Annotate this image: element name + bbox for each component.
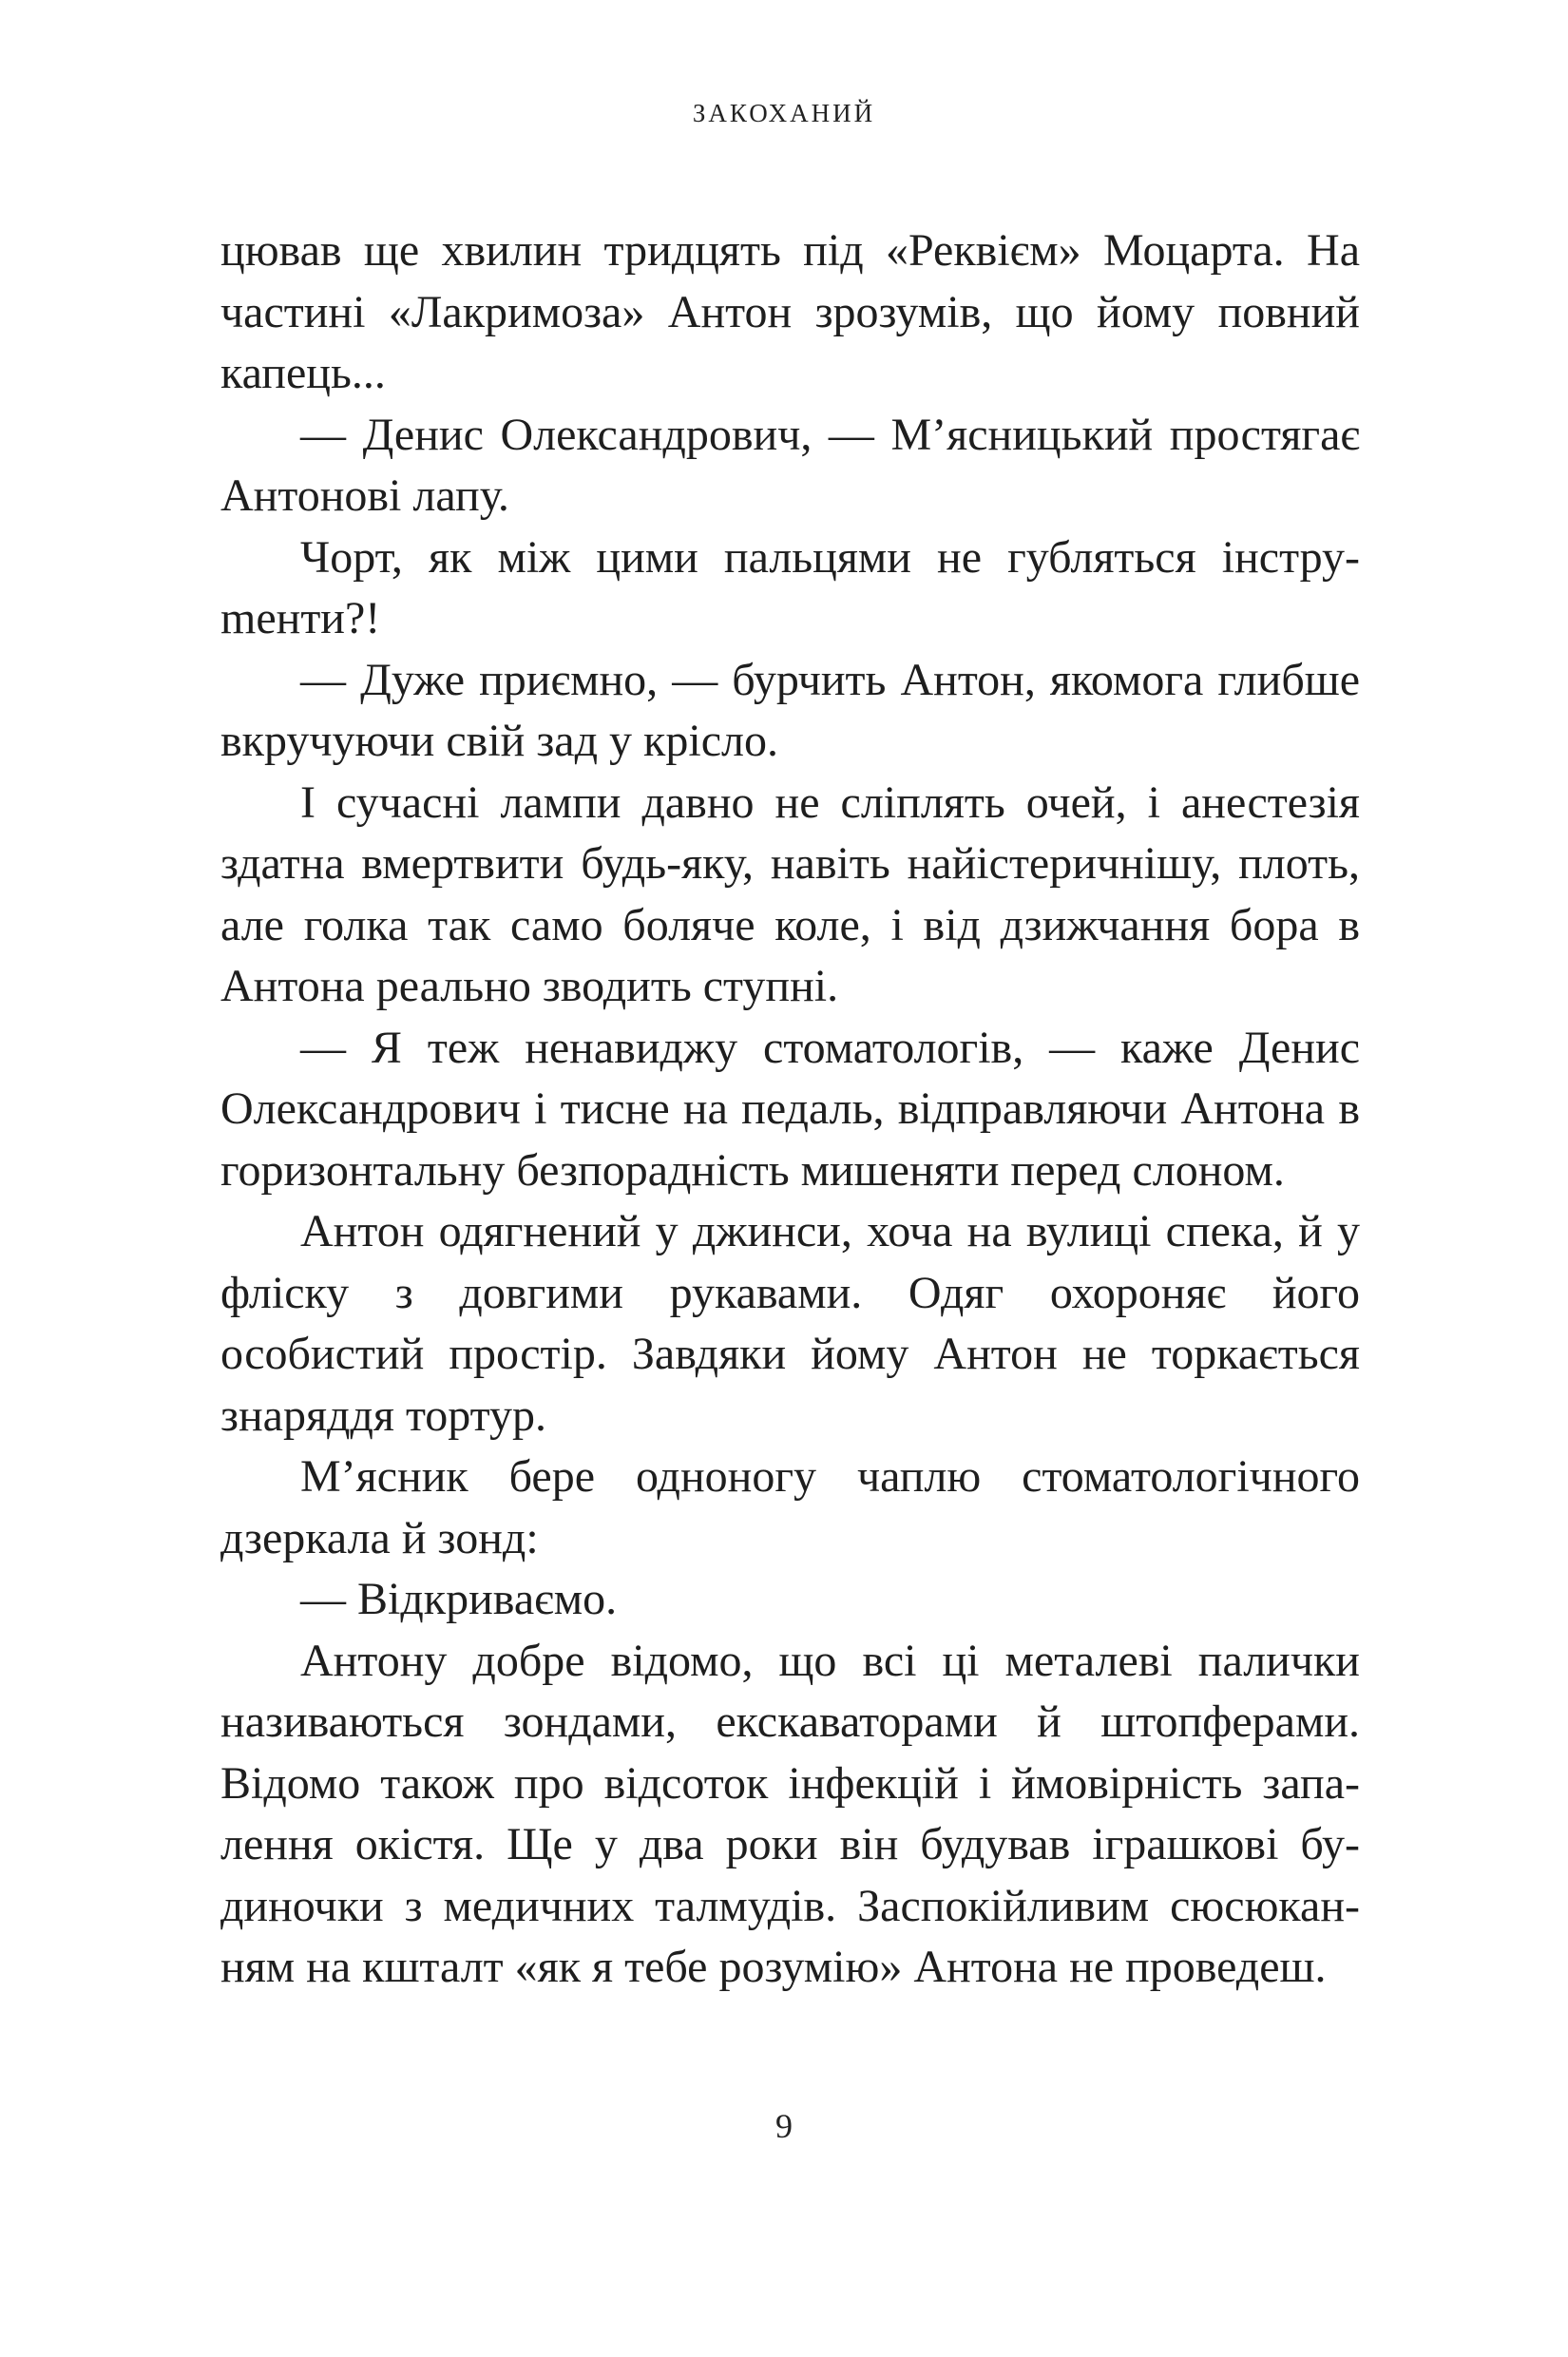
body-text (220, 220, 1360, 1999)
paragraph-continued: цював ще хвилин тридцять під «Реквієм» Моцарта. На частині «Лакримоза» Антон зрозумів, що йому повний капець... (220, 225, 1360, 398)
paragraph: Антону добре відомо, що всі ці металеві палички називаються зондами, екскаваторами й штопферами. Відомо також про відсоток інфекцій і ймовірність запалення окістя. Ще у два роки він будував іграшкові будиночки з медичних талмудів. Заспокійливим сюсюканням на кшталт «як я тебе розумію» Антона не проведеш. (220, 1635, 1360, 1992)
paragraph: Чорт, як між цими пальцями не губляться інструmенти?! (220, 531, 1360, 643)
paragraph-dialogue: — Відкриваємо. (300, 1574, 618, 1624)
paragraph-dialogue: — Денис Олександрович, — М’ясницький простягає Антонові лапу. (220, 409, 1360, 521)
running-head: ЗАКОХАНИЙ (692, 99, 876, 127)
paragraph: І сучасні лампи давно не сліплять очей, і анестезія здатна вмертвити будь-яку, навіть найістеричнішу, плоть, але голка так само боляче коле, і від дзижчання бора в Антона реально зводить ступні. (220, 776, 1360, 1011)
paragraph-dialogue: — Дуже приємно, — бурчить Антон, якомога глибше вкручуючи свій зад у крісло. (220, 654, 1360, 766)
paragraph-dialogue: — Я теж ненавиджу стоматологів, — каже Денис Олександрович і тисне на педаль, відправляючи Антона в горизонтальну безпорадність мишеняти перед слоном. (220, 1022, 1360, 1196)
page-number: 9 (775, 2107, 793, 2145)
paragraph: М’ясник бере одноногу чаплю стоматологічного дзеркала й зонд: (220, 1451, 1360, 1563)
paragraph: Антон одягнений у джинси, хоча на вулиці спека, й у фліску з довгими рукавами. Одяг охороняє його особистий простір. Завдяки йому Антон не торкається знаряддя тортур. (220, 1206, 1360, 1441)
